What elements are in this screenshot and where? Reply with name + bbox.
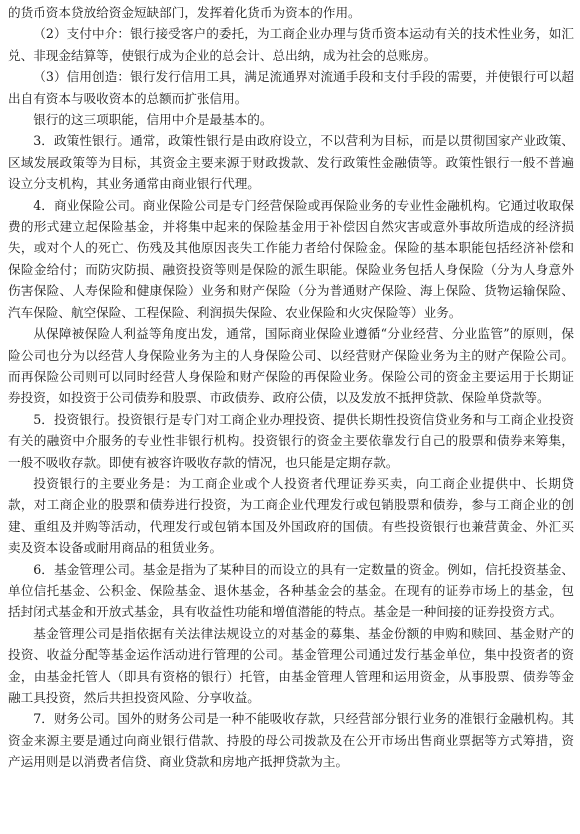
paragraph-finance-company: 7．财务公司。国外的财务公司是一种不能吸收存款，只经营部分银行业务的准银行金融机构。其资金来源主要是通过向商业银行借款、持股的母公司拨款及在公开市场出售商业票据等方式筹措，资产运用则是以消费者信贷、商业贷款和房地产抵押贷款为主。 bbox=[8, 711, 574, 770]
paragraph-1: 的货币资本贷放给资金短缺部门，发挥着化货币为资本的作用。 bbox=[8, 5, 361, 20]
paragraph-investment-bank-2: 投资银行的主要业务是：为工商企业或个人投资者代理证券买卖，向工商企业提供中、长期贷款，对工商企业的股票和债券进行投资，为工商企业代理发行或包销股票和债券，参与工商企业的创建、重组及并购等活动，代理发行或包销本国及外国政府的国债。有些投资银行也兼营黄金、外汇买卖及资本设备或耐用商品的租赁业务。 bbox=[8, 475, 574, 556]
paragraph-policy-bank: 3．政策性银行。通常，政策性银行是由政府设立，不以营利为目标，而是以贯彻国家产业政策、区域发展政策等为目标，其资金主要来源于财政拨款、发行政策性金融债等。政策性银行一般不普遍设立分支机构，其业务通常由商业银行代理。 bbox=[8, 133, 574, 192]
paragraph-4: 银行的这三项职能，信用中介是最基本的。 bbox=[33, 112, 273, 128]
paragraph-2: （2）支付中介：银行接受客户的委托，为工商企业办理与货币资本运动有关的技术性业务，如汇兑、非现金结算等，使银行成为企业的总会计、总出纳，成为社会的总账房。 bbox=[8, 26, 574, 63]
paragraph-fund: 6．基金管理公司。基金是指为了某种目的而设立的具有一定数量的资金。例如，信托投资基金、单位信托基金、公积金、保险基金、退休基金，各种基金会的基金。在现有的证券市场上的基金，包括封闭式基金和开放式基金，具有收益性功能和增值潜能的特点。基金是一种间接的证券投资方式。 bbox=[8, 561, 574, 620]
paragraph-3: （3）信用创造：银行发行信用工具，满足流通界对流通手段和支付手段的需要，并使银行可以超出自有资本与吸收资本的总额而扩张信用。 bbox=[8, 69, 574, 106]
paragraph-investment-bank: 5．投资银行。投资银行是专门对工商企业办理投资、提供长期性投资信贷业务和与工商企业投资有关的融资中介服务的专业性非银行机构。投资银行的资金主要依靠发行自己的股票和债券来筹集，一般不吸收存款。即使有被容许吸收存款的情况，也只能是定期存款。 bbox=[8, 411, 574, 470]
paragraph-insurance-2: 从保障被保险人利益等角度出发，通常，国际商业保险业遵循“分业经营、分业监管”的原则，保险公司也分为以经营人身保险业务为主的人身保险公司、以经营财产保险业务为主的财产保险公司。而再保险公司则可以同时经营人身保险和财产保险的再保险业务。保险公司的资金主要运用于长期证券投资，如投资于公司债券和股票、市政债券、政府公债，以及发放不抵押贷款、保险单贷款等。 bbox=[8, 326, 574, 406]
paragraph-insurance: 4．商业保险公司。商业保险公司是专门经营保险或再保险业务的专业性金融机构。它通过收取保费的形式建立起保险基金，并将集中起来的保险基金用于补偿因自然灾害或意外事故所造成的经济损失，或对个人的死亡、伤残及其他原因丧失工作能力者给付保险金。保险的基本职能包括经济补偿和保险金给付；而防灾防损、融资投资等则是保险的派生职能。保险业务包括人身保险（分为人身意外伤害保险、人寿保险和健康保险）业务和财产保险（分为普通财产保险、海上保险、货物运输保险、汽车保险、航空保险、工程保险、利润损失保险、农业保险和火灾保险等）业务。 bbox=[8, 197, 574, 320]
paragraph-fund-2: 基金管理公司是指依据有关法律法规设立的对基金的募集、基金份额的申购和赎回、基金财产的投资、收益分配等基金运作活动进行管理的公司。基金管理公司通过发行基金单位，集中投资者的资金，由基金托管人（即具有资格的银行）托管，由基金管理人管理和运用资金，从事股票、债券等金融工具投资，然后共担投资风险、分享收益。 bbox=[8, 625, 574, 705]
